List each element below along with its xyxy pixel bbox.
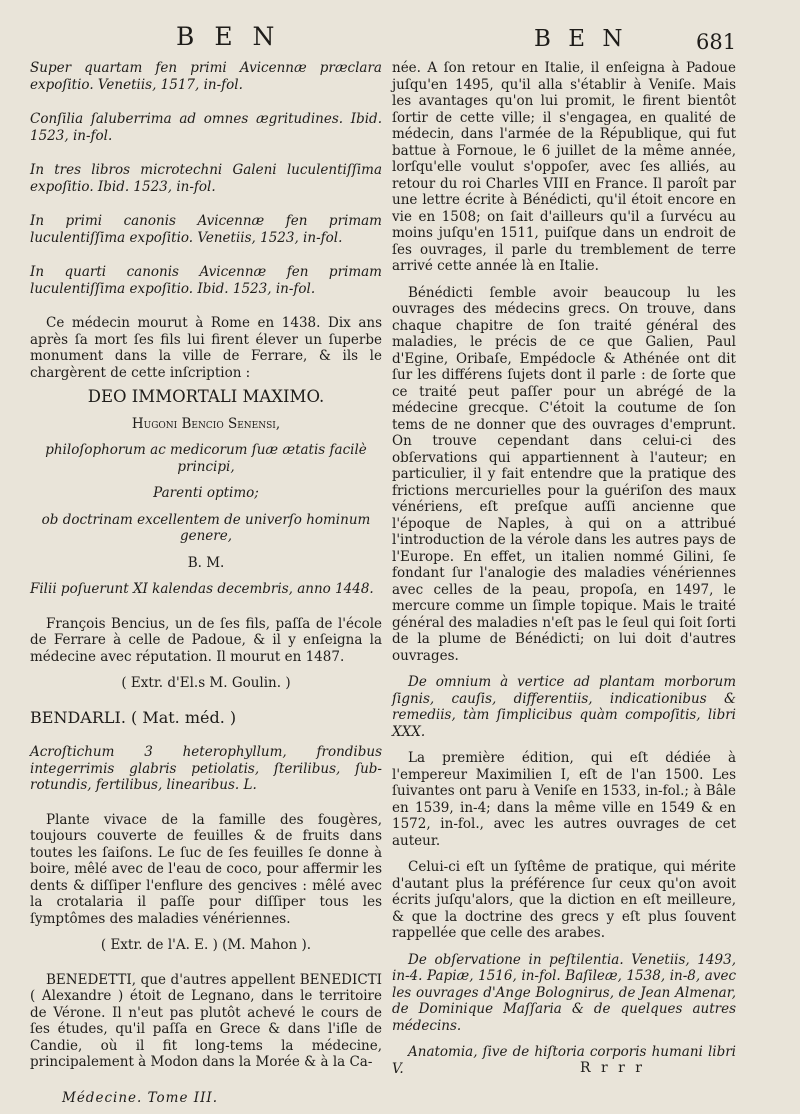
body-paragraph: Bénédicti ſemble avoir beaucoup lu les ouvrages des médecins grecs. On trouve, dans chaque chapitre de ſon traité général des maladies, le précis de ce que Galien, Paul d'Egine, Oribaſe, Empédocle & Athénée ont dit ſur les différens ſujets dont il parle : de ſorte que ce traité peut paſſer pour un abrégé de la médecine grecque. C'étoit la coutume de ſon tems de ne donner que des ouvrages d'emprunt. On trouve cependant dans celui-ci des obſervations qui appartiennent à l'auteur; en particulier, il y fait entendre que la pratique des frictions mercurielles pour la guériſon des maux vénériens, eſt preſque auſſi ancienne que l'époque de Naples, à qui on a attribué l'introduction de la vérole dans les autres pays de l'Europe. En effet, un italien nommé Gilini, ſe fondant ſur l'analogie des maladies vénériennes avec celles de la peau, propoſa, en 1497, le mercure comme un ſimple topique. Mais le traité général des maladies n'eſt pas le ſeul qui ſoit ſorti de la plume de Bénédicti; on lui doit d'autres ouvrages.	[392, 284, 736, 664]
left-column	[30, 60, 382, 1071]
inscription-line: Parenti optimo;	[153, 485, 259, 501]
running-head-left: B E N	[176, 22, 281, 51]
body-paragraph: Celui-ci eſt un ſyſtême de pratique, qui mérite d'autant plus la préférence ſur ceux qu'on avoit écrits juſqu'alors, que la diction en eſt meilleure, & que la doctrine des grecs y eſt plus ſouvent rappellée que celle des arabes.	[392, 859, 736, 941]
inscription-line: B. M.	[187, 554, 225, 571]
inscription-line: philoſophorum ac medicorum ſuæ ætatis facilè principi,	[45, 442, 367, 475]
source-citation: ( Extr. de l'A. E. ) (M. Mahon ).	[100, 937, 312, 953]
bibliography-entry: Anatomia, ſive de hiſtoria corporis humani libri V.	[392, 1044, 736, 1077]
entry-heading: BENDARLI. ( Mat. méd. )	[30, 707, 237, 727]
running-head-right: B E N	[534, 26, 628, 52]
bibliography-entry: In primi canonis Avicennæ fen primam luculentiſſima expoſitio. Venetiis, 1523, in-fol.	[30, 213, 382, 246]
inscription-title: DEO IMMORTALI MAXIMO.	[87, 387, 325, 406]
signature-mark: R r r r	[580, 1060, 645, 1076]
body-paragraph: La première édition, qui eſt dédiée à l'empereur Maximilien I, eſt de l'an 1500. Les ſuivantes ont paru à Veniſe en 1533, in-fol.; à Bâle en 1539, in-4; dans la même ville en 1549 & en 1572, in-fol., avec les autres ouvrages de cet auteur.	[392, 750, 736, 849]
source-citation: ( Extr. d'El.s M. Goulin. )	[121, 675, 291, 691]
body-paragraph: née. A ſon retour en Italie, il enſeigna à Padoue juſqu'en 1495, qu'il alla s'établir à Veniſe. Mais les avantages qu'on lui promit, le firent bientôt ſortir de cette ville; il s'engagea, en qualité de médecin, dans l'armée de la République, qui fut battue à Fornoue, le 6 juillet de la même année, lorſqu'elle voulut s'oppoſer, avec ſes alliés, au retour du roi Charles VIII en France. Il paroît par une lettre écrite à Bénédicti, qu'il étoit encore en vie en 1508; on ſait d'ailleurs qu'il a ſurvécu au moins juſqu'en 1511, puiſque dans un endroit de ſes ouvrages, il parle du tremblement de terre arrivé cette année là en Italie.	[392, 60, 736, 274]
bibliography-entry: In tres libros microtechni Galeni luculentiſſima expoſitio. Ibid. 1523, in-fol.	[30, 162, 382, 195]
bibliography-entry: Conſilia ſaluberrima ad omnes ægritudines. Ibid. 1523, in-fol.	[30, 111, 382, 144]
body-paragraph: François Bencius, un de ſes fils, paſſa de l'école de Ferrare à celle de Padoue, & il y enſeigna la médecine avec réputation. Il mourut en 1487.	[30, 615, 382, 665]
page-number: 681	[696, 30, 737, 54]
botanical-name: Acroſtichum 3 heterophyllum, frondibus integerrimis glabris petiolatis, ſterilibus, ſub-rotundis, fertilibus, linearibus. L.	[30, 744, 382, 793]
inscription-line: ob doctrinam excellentem de univerſo hominum genere,	[41, 511, 371, 544]
bibliography-entry: Super quartam fen primi Avicennæ præclara expoſitio. Venetiis, 1517, in-fol.	[30, 60, 382, 93]
page-footer: Médecine. Tome III.	[62, 1090, 219, 1106]
inscription-line: Filii poſuerunt XI kalendas decembris, anno 1448.	[30, 581, 374, 597]
body-paragraph: Ce médecin mourut à Rome en 1438. Dix ans après ſa mort ſes fils lui firent élever un ſuperbe monument dans la ville de Ferrare, & ils le chargèrent de cette inſcription :	[30, 315, 382, 381]
bibliography-entry: De obſervatione in peſtilentia. Venetiis, 1493, in-4. Papiæ, 1516, in-fol. Baſileæ, 1538, in-8, avec les ouvrages d'Ange Bolognirus, de Jean Almenar, de Dominique Maſſaria & de quelques autres médecins.	[392, 951, 736, 1034]
body-paragraph: Plante vivace de la famille des fougères, toujours couverte de feuilles & de fruits dans toutes les ſaiſons. Le ſuc de ſes feuilles ſe donne à boire, mêlé avec de l'eau de coco, pour affermir les dents & diſſiper l'enflure des gencives : mêlé avec la crotalaria il paſſe pour diſſiper tous les ſymptômes des maladies vénériennes.	[30, 811, 382, 927]
bibliography-entry: De omnium à vertice ad plantam morborum ſignis, cauſis, differentiis, indicationibus & remediis, tàm ſimplicibus quàm compoſitis, libri XXX.	[392, 674, 736, 740]
inscription-name: Hugoni Bencio Senensi,	[131, 415, 281, 432]
bibliography-entry: In quarti canonis Avicennæ fen primam luculentiſſima expoſitio. Ibid. 1523, in-fol.	[30, 264, 382, 297]
body-paragraph: BENEDETTI, que d'autres appellent BENEDICTI ( Alexandre ) étoit de Legnano, dans le territoire de Vérone. Il n'eut pas plutôt achevé le cours de ſes études, qu'il paſſa en Grece & dans l'iſle de Candie, où il fit long-tems la médecine, principalement à Modon dans la Morée & à la Ca-	[30, 971, 382, 1070]
right-column	[392, 60, 736, 1077]
